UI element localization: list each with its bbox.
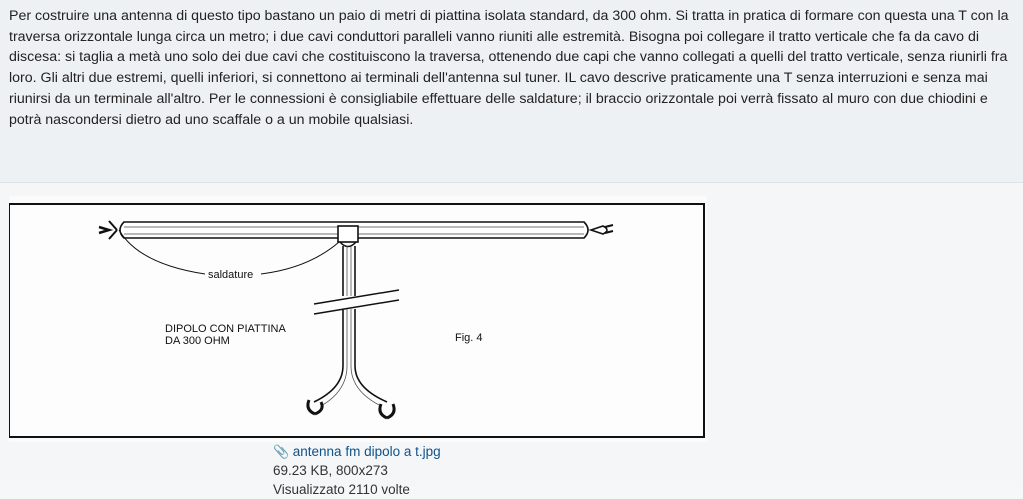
figure-title-line2: DA 300 OHM [165, 335, 230, 347]
label-saldature: saldature [208, 269, 254, 281]
post-content [0, 0, 1023, 183]
attachment-filename-link[interactable]: antenna fm dipolo a t.jpg [292, 444, 441, 459]
attachment-image[interactable] [9, 196, 707, 442]
paperclip-icon: 📎 [273, 444, 290, 459]
attachment-views: Visualizzato 2110 volte [273, 482, 410, 497]
attachment-meta: 69.23 KB, 800x273 [273, 463, 388, 478]
attachment-info [273, 442, 441, 499]
post-body-text: Per costruire una antenna di questo tipo bastano un paio di metri di piattina isolata standard, da 300 ohm. Si tratta in pratica di formare con questa una T con la traversa orizzontale lunga circa un metro; i due cavi conduttori paralleli vanno riuniti alle estremità. Bisogna poi collegare il tratto verticale che fa da cavo di discesa: si taglia a metà uno solo dei due cavi che costituiscono la traversa, ottenendo due capi che vanno collegati a quelli del tratto verticale, senza riunirli fra loro. Gli altri due estremi, quelli inferiori, si connettono ai terminali dell'antenna sul tuner. IL cavo descrive praticamente una T senza interruzioni e senza mai riunirsi da un terminale all'altro. Per le connessioni è consigliabile effettuare delle saldature; il braccio orizzontale poi verrà fissato al muro con due chiodini e potrà nascondersi dietro ad uno scaffale o a un mobile qualsiasi. [9, 8, 1009, 128]
figure-number: Fig. 4 [455, 332, 483, 344]
attachment-box [0, 184, 1023, 497]
figure-title-line1: DIPOLO CON PIATTINA [165, 323, 286, 335]
